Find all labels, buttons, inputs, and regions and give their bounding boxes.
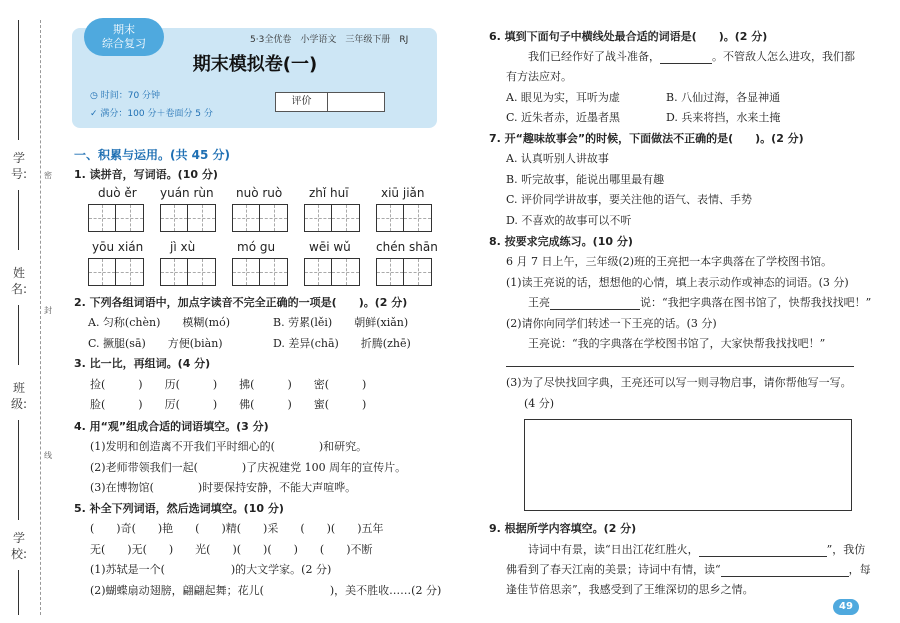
char-grid[interactable]: [232, 258, 288, 286]
q3-label: 3. 比一比，再组词。(4 分): [74, 357, 211, 370]
student-id-line: [18, 20, 19, 140]
q2-option-d[interactable]: D. 差异(chā) 折腾(zhē): [273, 337, 411, 350]
q8-quote: 说：“我把字典落在图书馆了，快帮我找找吧！”: [640, 296, 872, 309]
evaluation-label: 评价: [276, 93, 328, 111]
review-badge: [84, 18, 164, 56]
q7-option-a[interactable]: A. 认真听别人讲故事: [506, 152, 609, 165]
q2-option-b[interactable]: B. 劳累(lěi) 朝鲜(xiǎn): [273, 316, 409, 329]
pinyin-4: zhǐ huī: [309, 186, 349, 200]
pinyin-8: mó gu: [237, 240, 276, 254]
q8-speaker: 王亮: [528, 296, 550, 309]
q6-option-d[interactable]: D. 兵来将挡，水来土掩: [666, 111, 781, 124]
q9-line-2b: ，每: [848, 563, 871, 576]
strip-feng: 封: [44, 306, 52, 315]
score-text: 满分：100 分＋卷面分 5 分: [100, 109, 213, 119]
q9-line-3: 逢佳节倍思亲”，我感受到了王维深切的思乡之情。: [506, 583, 754, 596]
q9-blank-2[interactable]: [721, 576, 849, 577]
q6-text-2: 有方法应对。: [506, 70, 572, 83]
time-info: [90, 88, 160, 101]
char-grid[interactable]: [88, 258, 144, 286]
section-1-title: 一、积累与运用。(共 45 分): [74, 148, 231, 162]
badge-line-1: 期末: [113, 23, 135, 36]
char-grid[interactable]: [160, 258, 216, 286]
q6-label: 6. 填到下面句子中横线处最合适的词语是( )。(2 分): [489, 30, 768, 43]
q9-line-2: [506, 563, 871, 577]
q5-sentence-2[interactable]: (2)蝴蝶扇动翅膀，翩翩起舞；花儿( )，美不胜收……(2 分): [90, 584, 442, 597]
q8-action-blank[interactable]: [550, 309, 640, 310]
q8-intro: 6 月 7 日上午，三年级(2)班的王亮把一本字典落在了学校图书馆。: [506, 255, 833, 268]
q7-option-d[interactable]: D. 不喜欢的故事可以不听: [506, 214, 632, 227]
q8-sub-2: (2)请你向同学们转述一下王亮的话。(3 分): [506, 317, 717, 330]
score-info: [90, 106, 213, 119]
time-text: 时间：70 分钟: [100, 91, 161, 101]
pinyin-10: chén shān: [376, 240, 438, 254]
class-label: 班级:: [10, 381, 28, 411]
q6-text-1a: 我们已经作好了战斗准备，: [528, 50, 660, 63]
char-grid[interactable]: [88, 204, 144, 232]
page-title: 期末模拟卷(一): [192, 54, 318, 75]
q4-sentence-3[interactable]: (3)在博物馆( )时要保持安静，不能大声喧哗。: [90, 481, 357, 494]
q7-label: 7. 开“趣味故事会”的时候，下面做法不正确的是( )。(2 分): [489, 132, 804, 145]
school-line: [18, 570, 19, 615]
char-grid[interactable]: [304, 258, 360, 286]
char-grid[interactable]: [304, 204, 360, 232]
q6-option-c[interactable]: C. 近朱者赤，近墨者黑: [506, 111, 621, 124]
q7-option-b[interactable]: B. 听完故事，能说出哪里最有趣: [506, 173, 665, 186]
q9-line-1a: 诗词中有景，读“日出江花红胜火，: [528, 543, 699, 556]
evaluation-box: [275, 92, 385, 112]
pinyin-5: xiū jiǎn: [381, 186, 425, 200]
page-number: 49: [833, 599, 859, 615]
q9-label: 9. 根据所学内容填空。(2 分): [489, 522, 637, 535]
q8-quote-2: 王亮说：“我的字典落在学校图书馆了，大家快帮我找找吧！”: [528, 337, 826, 350]
q4-sentence-1[interactable]: (1)发明和创造离不开我们平时细心的( )和研究。: [90, 440, 368, 453]
q7-option-c[interactable]: C. 评价同学讲故事，要关注他的语气、表情、手势: [506, 193, 753, 206]
q9-line-1: [528, 543, 865, 557]
badge-line-2: 综合复习: [102, 37, 146, 50]
q2-label: 2. 下列各组词语中，加点字读音不完全正确的一项是( )。(2 分): [74, 296, 408, 309]
cut-line: [40, 20, 41, 615]
q3-row-1[interactable]: 捡( ) 历( ) 拂( ) 密( ): [90, 378, 367, 391]
q8-label: 8. 按要求完成练习。(10 分): [489, 235, 633, 248]
lost-notice-writing-box[interactable]: [524, 419, 852, 511]
q6-blank[interactable]: [660, 63, 712, 64]
char-grid[interactable]: [232, 204, 288, 232]
q5-sentence-1[interactable]: (1)苏轼是一个( )的大文学家。(2 分): [90, 563, 332, 576]
q8-quote-line: [528, 296, 871, 310]
pinyin-9: wēi wǔ: [309, 240, 351, 254]
q2-option-c[interactable]: C. 撅腿(sā) 方便(biàn): [88, 337, 223, 350]
q6-option-b[interactable]: B. 八仙过海，各显神通: [666, 91, 781, 104]
clock-icon: ◷: [90, 91, 101, 101]
q5-row-2[interactable]: 无( )无( ) 光( )( )( ) ( )不断: [90, 543, 373, 556]
student-id-line-2: [18, 190, 19, 250]
pinyin-6: yōu xián: [92, 240, 144, 254]
q8-sub-1: (1)读王亮说的话，想想他的心情，填上表示动作或神态的词语。(3 分): [506, 276, 849, 289]
q9-line-1b: ”，我仿: [826, 543, 866, 556]
book-info: 5·3全优卷 小学语文 三年级下册 RJ: [250, 35, 409, 45]
q8-sub-3: (3)为了尽快找回字典，王亮还可以写一则寻物启事，请你帮他写一写。: [506, 376, 852, 389]
char-grid[interactable]: [376, 258, 432, 286]
q4-sentence-2[interactable]: (2)老师带领我们一起( )了庆祝建党 100 周年的宣传片。: [90, 461, 407, 474]
q5-label: 5. 补全下列词语，然后选词填空。(10 分): [74, 502, 284, 515]
name-label: 姓名:: [10, 266, 28, 296]
q9-line-2a: 佛看到了春天江南的美景；诗词中有情，读“: [506, 563, 721, 576]
char-grid[interactable]: [376, 204, 432, 232]
q4-label: 4. 用“观”组成合适的词语填空。(3 分): [74, 420, 269, 433]
q6-option-a[interactable]: A. 眼见为实，耳听为虚: [506, 91, 620, 104]
q6-text-1b: 。不管敌人怎么进攻，我们都: [712, 50, 855, 63]
q1-label: 1. 读拼音，写词语。(10 分): [74, 168, 218, 181]
q3-row-2[interactable]: 脸( ) 厉( ) 佛( ) 蜜( ): [90, 398, 367, 411]
binding-strip: [0, 0, 62, 623]
class-line: [18, 420, 19, 520]
student-id-label: 学号:: [10, 151, 28, 181]
pinyin-2: yuán rùn: [160, 186, 214, 200]
strip-xian: 线: [44, 451, 52, 460]
school-label: 学校:: [10, 531, 28, 561]
q9-blank-1[interactable]: [699, 556, 827, 557]
check-icon: ✓: [90, 109, 101, 119]
q6-text-1: [528, 50, 855, 64]
pinyin-1: duò ěr: [98, 186, 137, 200]
char-grid[interactable]: [160, 204, 216, 232]
q8-answer-line[interactable]: [506, 366, 854, 367]
q8-sub-3-score: (4 分): [524, 397, 555, 410]
pinyin-7: jì xù: [170, 240, 196, 254]
strip-mi: 密: [44, 171, 52, 180]
q5-row-1[interactable]: ( )奇( )艳 ( )精( )采 ( )( )五年: [90, 522, 384, 535]
pinyin-3: nuò ruò: [236, 186, 283, 200]
name-line: [18, 305, 19, 365]
q2-option-a[interactable]: A. 匀称(chèn) 模糊(mó): [88, 316, 230, 329]
